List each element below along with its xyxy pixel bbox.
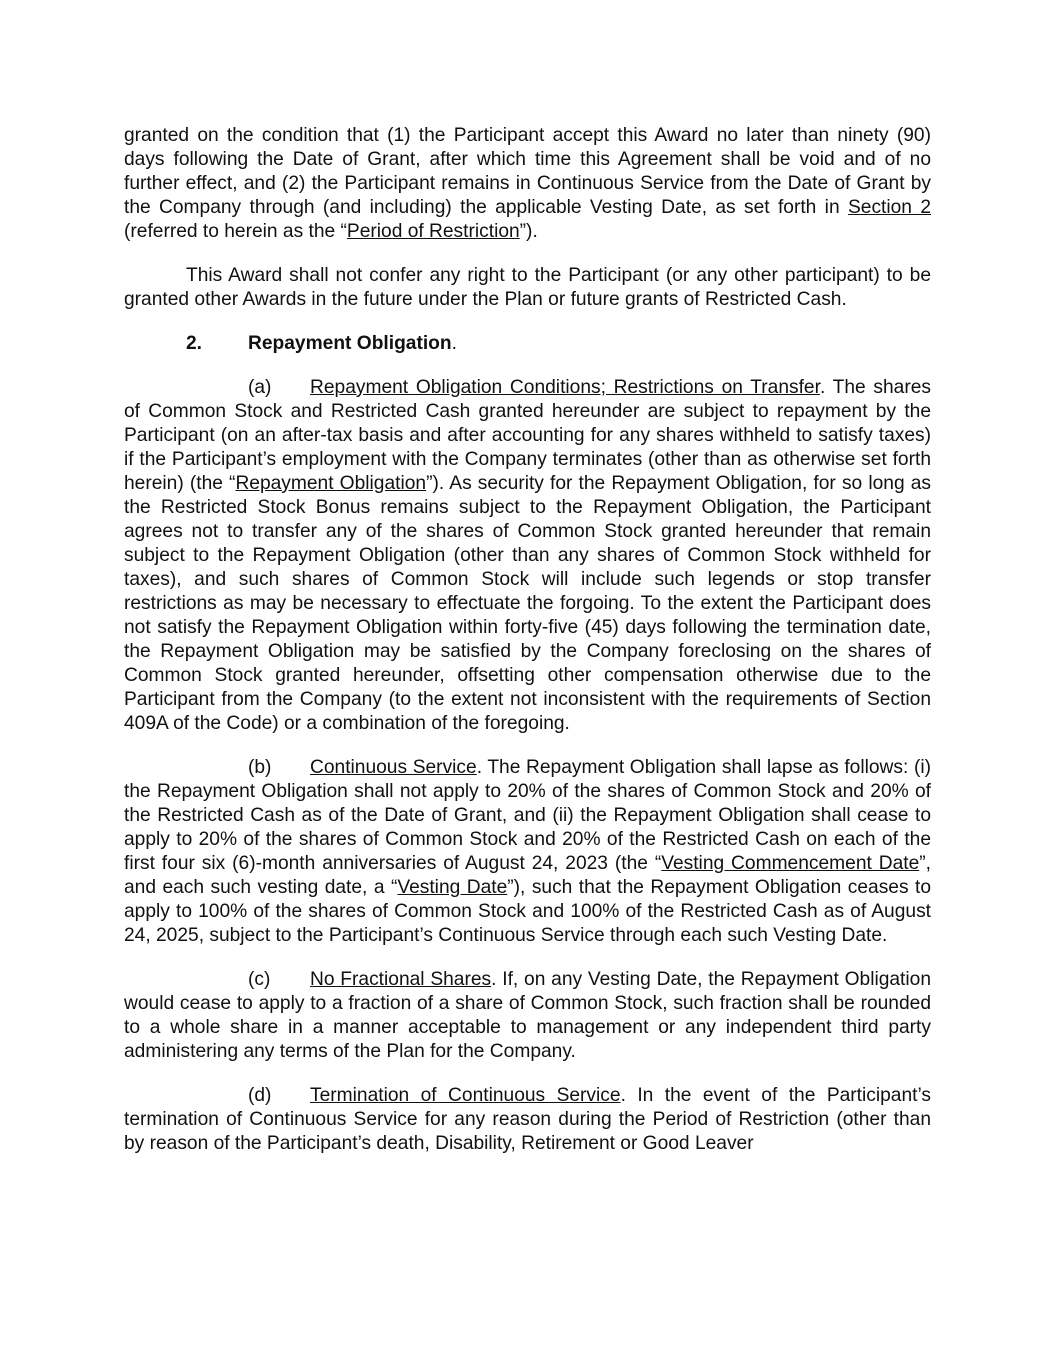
section-title-period: . (451, 333, 457, 354)
subsection-title: Termination of Continuous Service (310, 1085, 621, 1106)
subsection-letter: (d) (248, 1085, 272, 1106)
subsection-b (124, 756, 931, 948)
text: ”), such that the Repayment Obligation ceases to apply to 100% of the shares of Common Stock and 100% of the Restricted Cash as of August 24, 2025, subject to the Participant’s Continuous Service through each such Vesting Date. (124, 877, 931, 946)
subsection-letter: (c) (248, 969, 271, 990)
document-page (124, 124, 931, 1176)
text: (referred to herein as the “ (124, 221, 347, 242)
paragraph-no-right-to-awards: This Award shall not confer any right to the Participant (or any other participant) to be granted other Awards in the future under the Plan or future grants of Restricted Cash. (124, 265, 931, 310)
subsection-title: No Fractional Shares (310, 969, 492, 990)
subsection-letter: (b) (248, 757, 272, 778)
section-2-heading (186, 332, 931, 356)
text: . In the event of the Participant’s termination of Continuous Service for any reason during the Period of Restriction (other than by reason of the Participant’s death, Disability, Retirement or Good Leaver (124, 1085, 931, 1154)
text: ”, and each such vesting date, a “ (124, 853, 931, 898)
vesting-date-term: Vesting Date (397, 877, 508, 898)
subsection-c (124, 968, 931, 1064)
subsection-a (124, 376, 931, 736)
text: ”). As security for the Repayment Obligation, for so long as the Restricted Stock Bonus remains subject to the Repayment Obligation, the Participant agrees not to transfer any of the shares of Common Stock granted hereunder that remain subject to the Repayment Obligation (other than any shares of Common Stock withheld for taxes), and such shares of Common Stock will include such legends or stop transfer restrictions as may be necessary to effectuate the forgoing. To the extent the Participant does not satisfy the Repayment Obligation within forty-five (45) days following the termination date, the Repayment Obligation may be satisfied by the Company foreclosing on the shares of Common Stock granted hereunder, offsetting other compensation otherwise due to the Participant from the Company (to the extent not inconsistent with the requirements of Section 409A of the Code) or a combination of the foregoing. (124, 473, 931, 734)
period-of-restriction-term: Period of Restriction (346, 221, 520, 242)
text: . The Repayment Obligation shall lapse as follows: (i) the Repayment Obligation shall not apply to 20% of the shares of Common Stock and 20% of the Restricted Cash as of the Date of Grant, and (ii) the Repayment Obligation shall cease to apply to 20% of the shares of Common Stock and 20% of the Restricted Cash on each of the first four six (6)-month anniversaries of August 24, 2023 (the “ (124, 757, 931, 874)
paragraph-grant-conditions (124, 124, 931, 244)
subsection-letter: (a) (248, 377, 272, 398)
repayment-obligation-term: Repayment Obligation (235, 473, 427, 494)
text: . If, on any Vesting Date, the Repayment Obligation would cease to apply to a fraction of a share of Common Stock, such fraction shall be rounded to a whole share in a manner acceptable to management or any independent third party administering any terms of the Plan for the Company. (124, 969, 931, 1062)
subsection-d (124, 1084, 931, 1156)
section-2-reference: Section 2 (847, 197, 931, 218)
text: . The shares of Common Stock and Restricted Cash granted hereunder are subject to repayment by the Participant (on an after-tax basis and after accounting for any shares withheld to satisfy taxes) if the Participant’s employment with the Company terminates (other than as otherwise set forth herein) (the “ (124, 377, 931, 494)
subsection-title: Continuous Service (310, 757, 477, 778)
section-number: 2. (186, 333, 203, 354)
text: ”). (519, 221, 538, 242)
vesting-commencement-date-term: Vesting Commencement Date (661, 853, 920, 874)
subsection-title: Repayment Obligation Conditions; Restrictions on Transfer (310, 377, 820, 398)
section-title: Repayment Obligation (248, 333, 452, 354)
text: granted on the condition that (1) the Participant accept this Award no later than ninety (90) days following the Date of Grant, after which time this Agreement shall be void and of no further effect, and (2) the Participant remains in Continuous Service from the Date of Grant by the Company through (and including) the applicable Vesting Date, as set forth in (124, 125, 931, 218)
